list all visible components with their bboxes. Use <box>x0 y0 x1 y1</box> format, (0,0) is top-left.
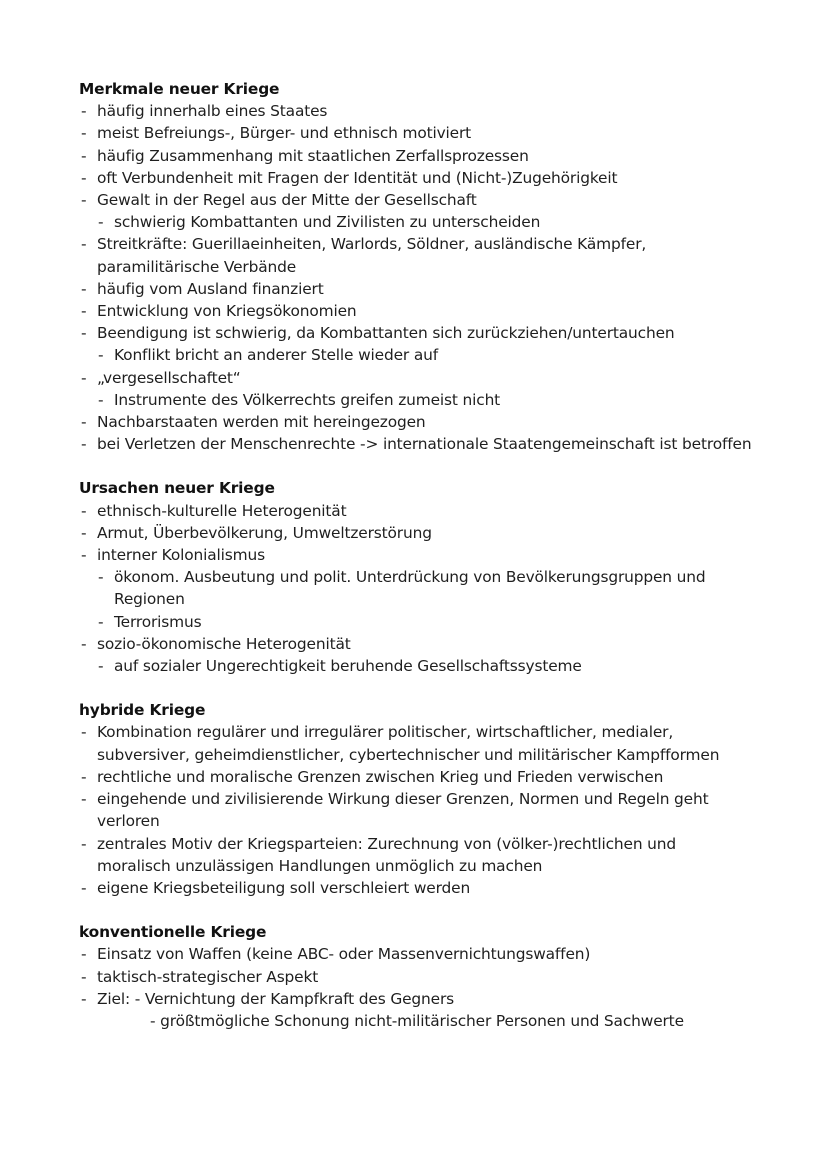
item-text: „vergesellschaftet“ <box>97 368 241 387</box>
item-text: Einsatz von Waffen (keine ABC- oder Massenvernichtungswaffen) <box>97 945 591 964</box>
bullet-dash: - <box>81 279 87 298</box>
list-item <box>79 943 788 965</box>
bullet-list <box>79 100 788 455</box>
sub-list-item <box>79 344 788 366</box>
bullet-dash: - <box>81 634 87 653</box>
item-text: interner Kolonialismus <box>97 546 265 565</box>
item-text: taktisch-strategischer Aspekt <box>97 967 319 986</box>
sub-list-item <box>79 566 788 610</box>
sub-list-item <box>79 611 788 633</box>
section <box>79 921 788 1032</box>
item-text: eingehende und zivilisierende Wirkung dieser Grenzen, Normen und Regeln geht <box>97 790 709 809</box>
item-text: rechtliche und moralische Grenzen zwischen Krieg und Frieden verwischen <box>97 767 664 786</box>
item-text: Armut, Überbevölkerung, Umweltzerstörung <box>97 523 432 542</box>
bullet-dash: - <box>81 834 87 853</box>
list-item <box>79 522 788 544</box>
item-text: Entwicklung von Kriegsökonomien <box>97 302 357 321</box>
bullet-dash: - <box>81 501 87 520</box>
item-text: Beendigung ist schwierig, da Kombattanten sich zurückziehen/untertauchen <box>97 324 675 343</box>
list-item <box>79 433 788 455</box>
section-heading: Ursachen neuer Kriege <box>79 479 275 498</box>
item-text: häufig vom Ausland finanziert <box>97 279 324 298</box>
sub-list-item <box>79 389 788 411</box>
item-text: ethnisch-kulturelle Heterogenität <box>97 501 347 520</box>
list-item <box>79 367 788 389</box>
bullet-dash: - <box>81 191 87 210</box>
item-text: schwierig Kombattanten und Zivilisten zu unterscheiden <box>114 213 541 232</box>
bullet-dash: - <box>81 302 87 321</box>
bullet-dash: - <box>81 168 87 187</box>
item-text: auf sozialer Ungerechtigkeit beruhende Gesellschaftssysteme <box>114 657 582 676</box>
section <box>79 477 788 677</box>
item-text-continuation: Regionen <box>114 590 185 609</box>
list-item <box>79 167 788 189</box>
list-item <box>79 233 788 277</box>
bullet-dash: - <box>81 146 87 165</box>
bullet-dash: - <box>98 346 104 365</box>
item-text: Nachbarstaaten werden mit hereingezogen <box>97 413 426 432</box>
list-item <box>79 278 788 300</box>
bullet-dash: - <box>81 989 87 1008</box>
list-item <box>79 145 788 167</box>
bullet-list <box>79 943 788 1032</box>
bullet-dash: - <box>98 213 104 232</box>
bullet-dash: - <box>81 790 87 809</box>
sub-list-item <box>79 655 788 677</box>
item-text: Instrumente des Völkerrechts greifen zumeist nicht <box>114 390 501 409</box>
section <box>79 78 788 455</box>
item-text-continuation: paramilitärische Verbände <box>97 257 297 276</box>
section-heading: konventionelle Kriege <box>79 923 267 942</box>
bullet-dash: - <box>81 878 87 897</box>
bullet-dash: - <box>81 102 87 121</box>
item-text: Gewalt in der Regel aus der Mitte der Gesellschaft <box>97 191 477 210</box>
list-item <box>79 300 788 322</box>
bullet-list <box>79 721 788 899</box>
bullet-dash: - <box>81 723 87 742</box>
list-item <box>79 833 788 877</box>
bullet-dash: - <box>81 967 87 986</box>
sub-list-item <box>79 211 788 233</box>
item-text: zentrales Motiv der Kriegsparteien: Zurechnung von (völker-)rechtlichen und <box>97 834 677 853</box>
item-sub-point: - größtmögliche Schonung nicht-militärischer Personen und Sachwerte <box>150 1011 684 1030</box>
bullet-dash: - <box>98 612 104 631</box>
list-item <box>79 100 788 122</box>
item-text-continuation: verloren <box>97 812 160 831</box>
section-heading: hybride Kriege <box>79 701 206 720</box>
bullet-dash: - <box>81 413 87 432</box>
bullet-dash: - <box>81 523 87 542</box>
item-text: Terrorismus <box>114 612 202 631</box>
bullet-dash: - <box>81 767 87 786</box>
bullet-dash: - <box>98 657 104 676</box>
bullet-dash: - <box>81 435 87 454</box>
bullet-dash: - <box>81 368 87 387</box>
item-text: häufig innerhalb eines Staates <box>97 102 328 121</box>
bullet-list <box>79 500 788 678</box>
bullet-dash: - <box>98 568 104 587</box>
list-item <box>79 411 788 433</box>
item-text: häufig Zusammenhang mit staatlichen Zerfallsprozessen <box>97 146 529 165</box>
section-heading: Merkmale neuer Kriege <box>79 80 280 98</box>
item-text-continuation: moralisch unzulässigen Handlungen unmöglich zu machen <box>97 856 543 875</box>
item-text: Ziel: - Vernichtung der Kampfkraft des Gegners <box>97 989 455 1008</box>
list-item <box>79 633 788 655</box>
item-text: ökonom. Ausbeutung und polit. Unterdrückung von Bevölkerungsgruppen und <box>114 568 706 587</box>
bullet-dash: - <box>81 546 87 565</box>
list-item <box>79 721 788 765</box>
bullet-dash: - <box>81 945 87 964</box>
bullet-dash: - <box>98 390 104 409</box>
section <box>79 699 788 899</box>
item-text: Streitkräfte: Guerillaeinheiten, Warlords, Söldner, ausländische Kämpfer, <box>97 235 647 254</box>
list-item <box>79 189 788 211</box>
item-text: Kombination regulärer und irregulärer politischer, wirtschaftlicher, medialer, <box>97 723 674 742</box>
list-item <box>79 877 788 899</box>
item-text: Konflikt bricht an anderer Stelle wieder auf <box>114 346 438 365</box>
list-item <box>79 322 788 344</box>
bullet-dash: - <box>81 324 87 343</box>
item-text-continuation: subversiver, geheimdienstlicher, cybertechnischer und militärischer Kampfformen <box>97 745 720 764</box>
list-item <box>79 966 788 988</box>
bullet-dash: - <box>81 124 87 143</box>
item-text: eigene Kriegsbeteiligung soll verschleiert werden <box>97 878 471 897</box>
list-item <box>79 988 788 1032</box>
item-text: bei Verletzen der Menschenrechte -> internationale Staatengemeinschaft ist betroffen <box>97 435 752 454</box>
list-item <box>79 122 788 144</box>
list-item <box>79 544 788 566</box>
list-item <box>79 500 788 522</box>
list-item <box>79 766 788 788</box>
bullet-dash: - <box>81 235 87 254</box>
item-text: oft Verbundenheit mit Fragen der Identität und (Nicht-)Zugehörigkeit <box>97 168 618 187</box>
list-item <box>79 788 788 832</box>
item-text: meist Befreiungs-, Bürger- und ethnisch motiviert <box>97 124 472 143</box>
item-text: sozio-ökonomische Heterogenität <box>97 634 351 653</box>
